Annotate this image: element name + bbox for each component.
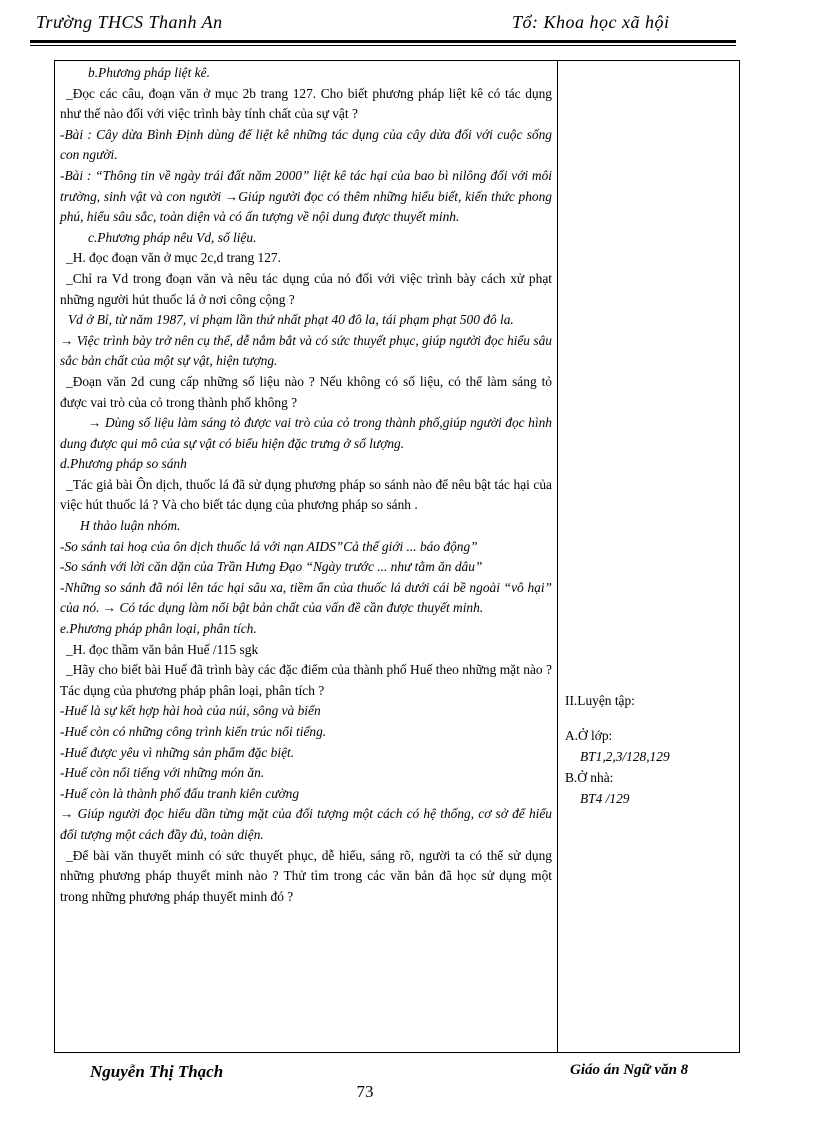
header-rule-thin xyxy=(30,45,736,46)
answer-line: Vd ở Bỉ, từ năm 1987, vi phạm lần thứ nhất phạt 40 đô la, tái phạm phạt 500 đô la. xyxy=(68,312,514,328)
section-heading-listing: b.Phương pháp liệt kê. xyxy=(88,65,210,80)
footer-author: Nguyễn Thị Thạch xyxy=(90,1062,224,1081)
conclusion-line: → Dùng số liệu làm sáng tỏ được vai trò của cỏ trong thành phố,giúp người đọc hình dung được qui mô của sự vật có biểu hiện đặc trưng ở số lượng. xyxy=(60,415,552,451)
conclusion-line: → Giúp người đọc hiểu dần từng mặt của đối tượng một cách có hệ thống, cơ sở để hiểu đối tượng một cách đầy đủ, toàn diện. xyxy=(60,806,552,842)
question-line: _Đoạn văn 2d cung cấp những số liệu nào ? Nếu không có số liệu, có thể làm sáng tỏ được vai trò của cỏ trong thành phố không ? xyxy=(60,373,552,410)
question-line: _Chỉ ra Vd trong đoạn văn và nêu tác dụng của nó đối với việc trình bày cách xử phạt những người hút thuốc lá ở nơi công cộng ? xyxy=(60,270,552,307)
question-line: _Để bài văn thuyết minh có sức thuyết phục, dễ hiểu, sáng rõ, người ta có thể sử dụng những phương pháp thuyết minh nào ? Thử tìm trong các văn bản đã học sử dụng một trong những phương pháp thuyết minh đó ? xyxy=(60,847,552,904)
page-number: 73 xyxy=(356,1082,374,1101)
answer-line: -Những so sánh đã nói lên tác hại sâu xa, tiềm ẩn của thuốc lá dưới cái bề ngoài “vô hại” của nó. → Có tác dụng làm nổi bật bản chất của vấn đề cần được thuyết minh. xyxy=(60,579,552,616)
answer-line: -Bài : “Thông tin về ngày trái đất năm 2000” liệt kê tác hại của bao bì nilông đối với môi trường, sinh vật và con người →Giúp người đọc có thêm những hiểu biết, kiến thức phong phú, hiểu sâu sắc, toàn diện và có ấn tượng về nội dung được thuyết minh. xyxy=(60,167,552,225)
answer-line: -So sánh với lời căn dặn của Trần Hưng Đạo “Ngày trước ... như tằm ăn dâu” xyxy=(60,559,483,575)
footer-subject: Giáo án Ngữ văn 8 xyxy=(570,1062,689,1078)
answer-line: -Huế được yêu vì những sản phẩm đặc biệt. xyxy=(60,744,295,760)
homework-exercises: BT4 /129 xyxy=(580,791,630,806)
section-heading-examples: c.Phương pháp nêu Vd, số liệu. xyxy=(88,229,257,245)
activity-line: H thảo luận nhóm. xyxy=(80,518,181,534)
in-class-label: A.Ở lớp: xyxy=(565,728,613,743)
answer-line: -Huế còn là thành phố đấu tranh kiên cường xyxy=(60,785,300,801)
lesson-content xyxy=(60,63,552,907)
answer-line: -Huế còn có những công trình kiến trúc nổi tiếng. xyxy=(60,724,327,739)
question-listing: _Đọc các câu, đoạn văn ở mục 2b trang 127. Cho biết phương pháp liệt kê có tác dụng như thế nào đối với việc trình bày tính chất của sự vật ? xyxy=(60,85,552,122)
section-heading-classification: e.Phương pháp phân loại, phân tích. xyxy=(60,621,257,637)
answer-line: -So sánh tai hoạ của ôn dịch thuốc lá với nạn AIDS”Cả thế giới ... báo động” xyxy=(60,538,478,554)
answer-line: -Bài : Cây dừa Bình Định dùng để liệt kê những tác dụng của cây dừa đối với cuộc sống con người. xyxy=(60,126,552,163)
header-department: Tổ: Khoa học xã hội xyxy=(512,12,670,32)
section-heading-comparison: d.Phương pháp so sánh xyxy=(60,456,187,472)
question-line: _Hãy cho biết bài Huế đã trình bày các đặc điểm của thành phố Huế theo những mặt nào ? Tác dụng của phương pháp phân loại, phân tích ? xyxy=(60,662,552,698)
practice-heading: II.Luyện tập: xyxy=(565,693,635,708)
instruction-line: _H. đọc thầm văn bản Huế /115 sgk xyxy=(66,641,259,657)
in-class-exercises: BT1,2,3/128,129 xyxy=(580,749,670,764)
header-rule-thick xyxy=(30,40,736,43)
conclusion-line: → Việc trình bày trở nên cụ thể, dễ nắm bắt và có sức thuyết phục, giúp người đọc hiểu sâu sắc bản chất của một sự vật, hiện tượng. xyxy=(60,332,552,369)
answer-line: -Huế là sự kết hợp hài hoà của núi, sông và biển xyxy=(60,703,321,719)
header-school: Trường THCS Thanh An xyxy=(36,12,223,32)
column-divider xyxy=(557,60,558,1053)
instruction-line: _H. đọc đoạn văn ở mục 2c,d trang 127. xyxy=(66,250,281,266)
homework-label: B.Ở nhà: xyxy=(565,770,614,785)
practice-column xyxy=(565,690,737,809)
question-line: _Tác giả bài Ôn dịch, thuốc lá đã sử dụng phương pháp so sánh nào để nêu bật tác hại của việc hút thuốc lá ? Và cho biết tác dụng của phương pháp so sánh . xyxy=(60,476,552,513)
answer-line: -Huế còn nổi tiếng với những món ăn. xyxy=(60,765,265,781)
